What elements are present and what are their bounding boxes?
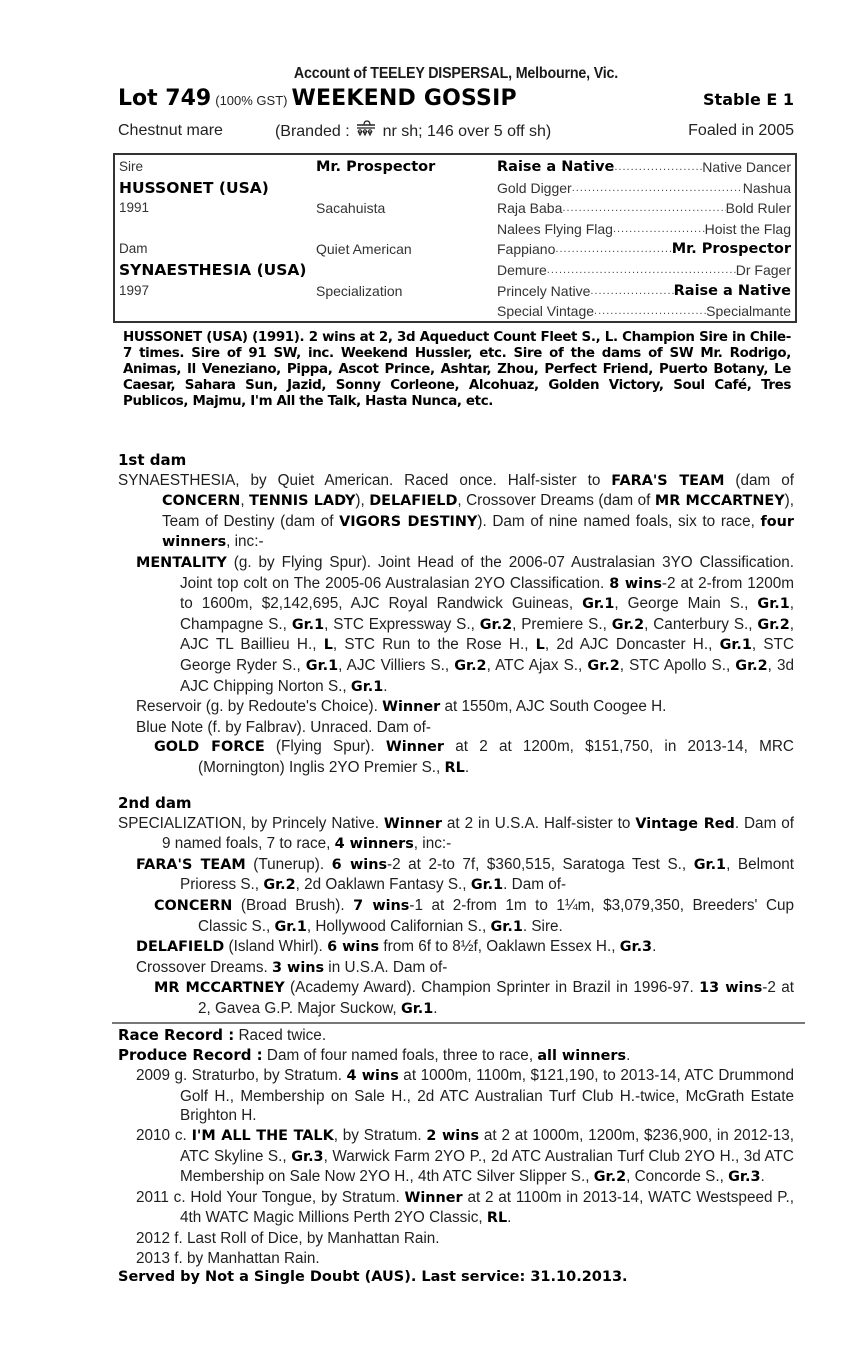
- pedigree-col-grandparents: [316, 157, 491, 322]
- brand-suffix: nr sh; 146 over 5 off sh): [382, 123, 552, 140]
- ancestor-left: Gold Digger: [497, 179, 572, 196]
- foal-2012: 2012 f. Last Roll of Dice, by Manhattan Rain.: [136, 1229, 440, 1247]
- ancestor-left: Special Vintage: [497, 303, 595, 320]
- progeny-reservoir: Reservoir (g. by Redoute's Choice). Winner at 1550m, AJC South Coogee H.: [136, 698, 667, 716]
- ancestor-right: Hoist the Flag: [704, 220, 791, 237]
- second-dam-section: [118, 794, 794, 1020]
- ancestor-right: Nashua: [742, 179, 791, 196]
- ancestor-row: [497, 178, 791, 199]
- stable-location: Stable E 1: [703, 90, 794, 109]
- second-dam-heading: 2nd dam: [118, 794, 192, 812]
- vendor-account: Account of TEELEY DISPERSAL, Melbourne, Vic.: [293, 65, 619, 82]
- first-dam-section: [118, 451, 794, 779]
- progeny-mr-mccartney: MR MCCARTNEY (Academy Award). Champion Sprinter in Brazil in 1996-97. 13 wins-2 at 2, Gavea G.P. Major Suckow, Gr.1.: [154, 979, 795, 1017]
- ancestor-row: [497, 239, 791, 260]
- dam-year: 1997: [119, 282, 150, 298]
- records-section: [118, 1026, 794, 1288]
- section-divider: [112, 1022, 805, 1024]
- horse-name: WEEKEND GOSSIP: [291, 86, 517, 111]
- ancestor-left: Raise a Native: [497, 159, 615, 175]
- sire-label: Sire: [119, 159, 144, 174]
- ancestor-left: Fappiano: [497, 241, 556, 258]
- second-dam-summary: SPECIALIZATION, by Princely Native. Winner at 2 in U.S.A. Half-sister to Vintage Red. Dam of 9 named foals, 7 to race, 4 winners, inc:-: [118, 814, 794, 853]
- ancestor-left: Raja Baba: [497, 200, 563, 217]
- foal-2011: 2011 c. Hold Your Tongue, by Stratum. Winner at 2 at 1100m in 2013-14, WATC Westspeed P., 4th WATC Magic Millions Perth 2YO Classic, RL.: [136, 1188, 794, 1227]
- progeny-gold-force: GOLD FORCE (Flying Spur). Winner at 2 at 1200m, $151,750, in 2013-14, MRC (Mornington) Inglis 2YO Premier S., RL.: [154, 738, 794, 776]
- ancestor-row: [497, 281, 791, 302]
- brand-mark-icon: [356, 120, 376, 138]
- first-dam-heading: 1st dam: [118, 451, 187, 469]
- sire-summary: HUSSONET (USA) (1991). 2 wins at 2, 3d Aqueduct Count Fleet S., L. Champion Sire in Chile-7 times. Sire of 91 SW, inc. Weekend Hussler, etc. Sire of the dams of SW Mr. Rodrigo, Animas, Il Veneziano, Pippa, Ascot Prince, Ashtar, Zhou, Perfect Friend, Puerto Botany, Le Caesar, Sahara Sun, Jazid, Sonny Corleone, Alcohuaz, Golden Victory, Soul Café, Tres Publicos, Majmu, I'm All the Talk, Hasta Nunca, etc.: [123, 330, 791, 409]
- ancestor-row: [497, 260, 791, 281]
- sire-year: 1991: [119, 200, 150, 216]
- dam-label: Dam: [119, 241, 148, 257]
- brand-prefix: (Branded :: [274, 123, 350, 140]
- progeny-faras-team: FARA'S TEAM (Tunerup). 6 wins-2 at 2-to 7f, $360,515, Saratoga Test S., Gr.1, Belmont Prioress S., Gr.2, 2d Oaklawn Fantasy S., Gr.1. Dam of-: [136, 855, 794, 894]
- granddam-sire: Sacahuista: [316, 200, 386, 217]
- foal-2009: 2009 g. Straturbo, by Stratum. 4 wins at 1000m, 1100m, $121,190, to 2013-14, ATC Drummond Golf H., Membership on Sale H., 2d ATC Australian Turf Club H.-twice, McGrath Estate Brighton H.: [136, 1067, 795, 1125]
- ancestor-row: [497, 157, 791, 178]
- pedigree-col-great-grandparents: [497, 157, 791, 322]
- lot-line: [118, 86, 794, 116]
- progeny-mentality: MENTALITY (g. by Flying Spur). Joint Head of the 2006-07 Australasian 3YO Classification. Joint top colt on The 2005-06 Australasian 2YO Classification. 8 wins-2 at 2-from 1200m to 1600m, $2,142,695, AJC Royal Randwick Guineas, Gr.1, George Main S., Gr.1, Champagne S., Gr.1, STC Expressway S., Gr.2, Premiere S., Gr.2, Canterbury S., Gr.2, AJC TL Baillieu H., L, STC Run to the Rose H., L, 2d AJC Doncaster H., Gr.1, STC George Ryder S., Gr.1, AJC Villiers S., Gr.2, ATC Ajax S., Gr.2, STC Apollo S., Gr.2, 3d AJC Chipping Norton S., Gr.1.: [136, 553, 795, 695]
- ancestor-row: [497, 301, 791, 322]
- ancestor-left: Demure: [497, 261, 547, 278]
- ancestor-left: Nalees Flying Flag: [497, 220, 613, 237]
- ancestor-right: Native Dancer: [702, 159, 791, 175]
- foaled-year: Foaled in 2005: [688, 122, 794, 139]
- first-dam-summary: SYNAESTHESIA, by Quiet American. Raced once. Half-sister to FARA'S TEAM (dam of CONCERN, TENNIS LADY), DELAFIELD, Crossover Dreams (dam of MR MCCARTNEY), Team of Destiny (dam of VIGORS DESTINY). Dam of nine named foals, six to race, four winners, inc:-: [118, 471, 794, 551]
- description-line: [118, 120, 794, 142]
- sex-colour: Chestnut mare: [118, 122, 223, 139]
- grandsire-sire: Mr. Prospector: [316, 159, 436, 175]
- ancestor-right: Mr. Prospector: [671, 241, 791, 258]
- race-record: Race Record : Raced twice.: [118, 1026, 327, 1044]
- progeny-concern: CONCERN (Broad Brush). 7 wins-1 at 2-from 1m to 1¼m, $3,079,350, Breeders' Cup Classic S., Gr.1, Hollywood Californian S., Gr.1. Sire.: [154, 896, 795, 935]
- foal-2013: 2013 f. by Manhattan Rain.: [136, 1249, 320, 1267]
- catalogue-page: [118, 64, 795, 1286]
- ancestor-right: Dr Fager: [735, 261, 791, 278]
- gst-note: (100% GST): [215, 93, 288, 108]
- ancestor-row: [497, 198, 791, 219]
- lot-number: Lot 749: [118, 86, 212, 111]
- brand-info: [275, 120, 551, 142]
- foal-2010: 2010 c. I'M ALL THE TALK, by Stratum. 2 wins at 2 at 1000m, 1200m, $236,900, in 2012-13, ATC Skyline S., Gr.3, Warwick Farm 2YO P., 2d ATC Australian Turf Club 2YO H., 3d ATC Membership on Sale Now 2YO H., 4th ATC Silver Slipper S., Gr.2, Concorde S., Gr.3.: [136, 1126, 795, 1186]
- pedigree-col-parents: [119, 157, 309, 322]
- granddam-dam: Specialization: [316, 282, 403, 299]
- ancestor-left: Princely Native: [497, 282, 591, 299]
- ancestor-row: [497, 219, 791, 240]
- sire-name: HUSSONET (USA): [119, 178, 269, 197]
- ancestor-right: Raise a Native: [673, 282, 791, 299]
- progeny-blue-note: Blue Note (f. by Falbrav). Unraced. Dam of-: [136, 718, 431, 736]
- pedigree-table: [113, 153, 797, 323]
- ancestor-right: Bold Ruler: [725, 200, 791, 217]
- produce-record: Produce Record : Dam of four named foals, three to race, all winners.: [118, 1045, 631, 1064]
- served-by-note: Served by Not a Single Doubt (AUS). Last service: 31.10.2013.: [118, 1269, 628, 1286]
- progeny-crossover-dreams: Crossover Dreams. 3 wins in U.S.A. Dam of-: [136, 958, 448, 976]
- dam-name: SYNAESTHESIA (USA): [119, 260, 307, 279]
- grandsire-dam: Quiet American: [316, 241, 412, 258]
- progeny-delafield: DELAFIELD (Island Whirl). 6 wins from 6f to 8½f, Oaklawn Essex H., Gr.3.: [136, 938, 657, 956]
- ancestor-right: Specialmante: [706, 303, 791, 320]
